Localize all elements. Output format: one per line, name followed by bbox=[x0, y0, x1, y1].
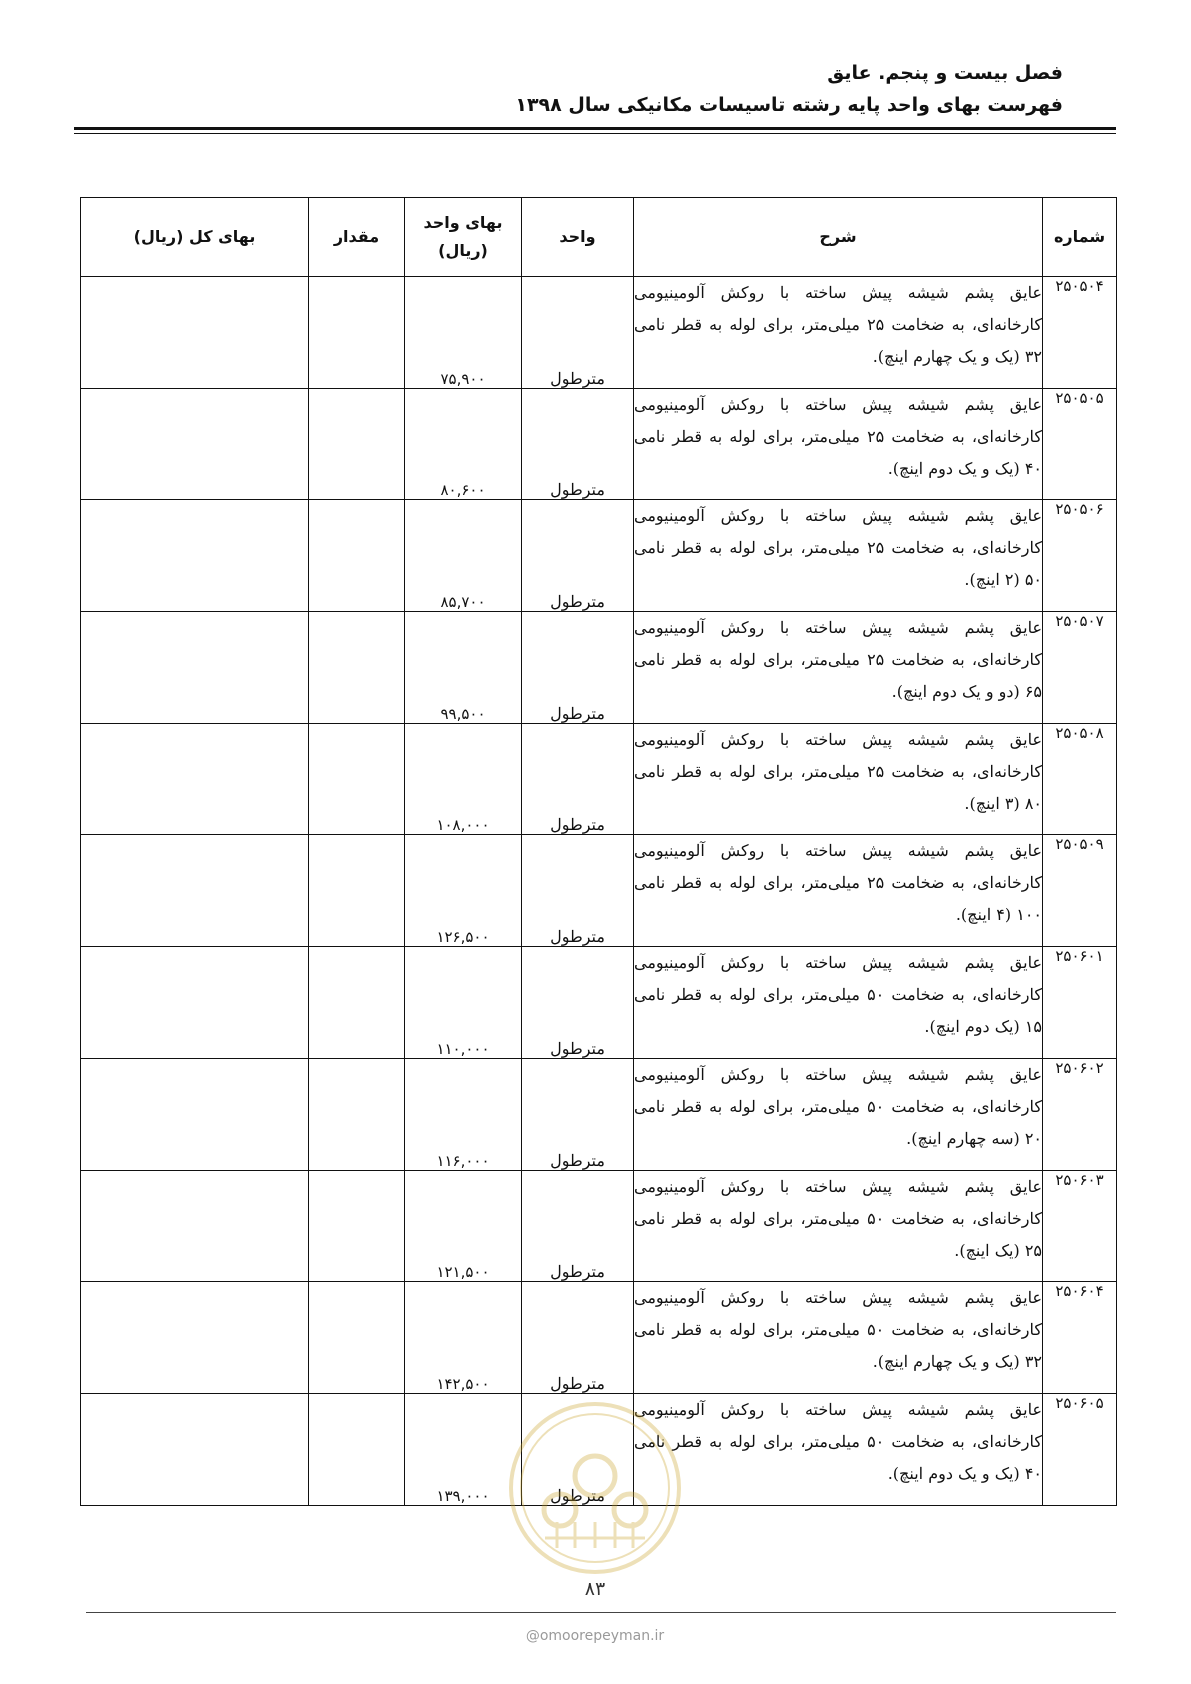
row-unit-price: ۱۰۸,۰۰۰ bbox=[405, 723, 522, 835]
row-unit-price: ۱۱۰,۰۰۰ bbox=[405, 947, 522, 1059]
row-unit-price: ۱۴۲,۵۰۰ bbox=[405, 1282, 522, 1394]
row-total-price bbox=[81, 835, 309, 947]
row-quantity bbox=[309, 1170, 405, 1282]
row-quantity bbox=[309, 1058, 405, 1170]
table-header-row bbox=[81, 198, 1117, 277]
row-unit: مترطول bbox=[522, 1170, 634, 1282]
row-total-price bbox=[81, 388, 309, 500]
row-unit: مترطول bbox=[522, 277, 634, 389]
header-unit-price-label: بهای واحد bbox=[423, 213, 503, 232]
page-header bbox=[515, 56, 1063, 120]
header-rule-thin bbox=[74, 133, 1116, 134]
row-description: عایق پشم شیشه پیش ساخته با روکش آلومینیومی کارخانه‌ای، به ضخامت ۲۵ میلی‌متر، برای لوله به قطر نامی ۶۵ (دو و یک دوم اینچ). bbox=[634, 612, 1043, 724]
table-row bbox=[81, 1170, 1117, 1282]
header-unit-price-currency: (ریال) bbox=[438, 241, 488, 260]
row-unit: مترطول bbox=[522, 723, 634, 835]
row-quantity bbox=[309, 723, 405, 835]
table-row bbox=[81, 388, 1117, 500]
table-row bbox=[81, 947, 1117, 1059]
row-number: ۲۵۰۵۰۶ bbox=[1043, 500, 1117, 612]
document-title: فهرست بهای واحد پایه رشته تاسیسات مکانیکی سال ۱۳۹۸ bbox=[515, 94, 1063, 116]
row-quantity bbox=[309, 947, 405, 1059]
table-row bbox=[81, 612, 1117, 724]
table-row bbox=[81, 1282, 1117, 1394]
row-unit-price: ۱۳۹,۰۰۰ bbox=[405, 1393, 522, 1505]
row-quantity bbox=[309, 500, 405, 612]
row-unit-price: ۸۵,۷۰۰ bbox=[405, 500, 522, 612]
row-quantity bbox=[309, 277, 405, 389]
row-quantity bbox=[309, 388, 405, 500]
row-number: ۲۵۰۵۰۸ bbox=[1043, 723, 1117, 835]
row-unit: مترطول bbox=[522, 1393, 634, 1505]
header-number: شماره bbox=[1043, 198, 1117, 277]
row-quantity bbox=[309, 835, 405, 947]
row-quantity bbox=[309, 1393, 405, 1505]
row-total-price bbox=[81, 612, 309, 724]
row-number: ۲۵۰۶۰۳ bbox=[1043, 1170, 1117, 1282]
row-total-price bbox=[81, 1058, 309, 1170]
row-unit: مترطول bbox=[522, 1282, 634, 1394]
row-unit-price: ۱۲۶,۵۰۰ bbox=[405, 835, 522, 947]
row-unit-price: ۹۹,۵۰۰ bbox=[405, 612, 522, 724]
header-unit-price bbox=[405, 198, 522, 277]
row-description: عایق پشم شیشه پیش ساخته با روکش آلومینیومی کارخانه‌ای، به ضخامت ۵۰ میلی‌متر، برای لوله به قطر نامی ۲۵ (یک اینچ). bbox=[634, 1170, 1043, 1282]
row-unit: مترطول bbox=[522, 835, 634, 947]
row-total-price bbox=[81, 1170, 309, 1282]
header-rule-thick bbox=[74, 127, 1116, 130]
row-unit-price: ۷۵,۹۰۰ bbox=[405, 277, 522, 389]
row-total-price bbox=[81, 500, 309, 612]
row-number: ۲۵۰۶۰۲ bbox=[1043, 1058, 1117, 1170]
row-total-price bbox=[81, 1393, 309, 1505]
footer-rule bbox=[86, 1612, 1116, 1613]
header-quantity: مقدار bbox=[309, 198, 405, 277]
row-description: عایق پشم شیشه پیش ساخته با روکش آلومینیومی کارخانه‌ای، به ضخامت ۲۵ میلی‌متر، برای لوله به قطر نامی ۴۰ (یک و یک دوم اینچ). bbox=[634, 388, 1043, 500]
row-description: عایق پشم شیشه پیش ساخته با روکش آلومینیومی کارخانه‌ای، به ضخامت ۲۵ میلی‌متر، برای لوله به قطر نامی ۳۲ (یک و یک چهارم اینچ). bbox=[634, 277, 1043, 389]
row-number: ۲۵۰۵۰۷ bbox=[1043, 612, 1117, 724]
row-description: عایق پشم شیشه پیش ساخته با روکش آلومینیومی کارخانه‌ای، به ضخامت ۵۰ میلی‌متر، برای لوله به قطر نامی ۲۰ (سه چهارم اینچ). bbox=[634, 1058, 1043, 1170]
row-unit: مترطول bbox=[522, 388, 634, 500]
row-number: ۲۵۰۶۰۱ bbox=[1043, 947, 1117, 1059]
row-number: ۲۵۰۶۰۵ bbox=[1043, 1393, 1117, 1505]
row-quantity bbox=[309, 1282, 405, 1394]
row-unit: مترطول bbox=[522, 612, 634, 724]
row-unit: مترطول bbox=[522, 947, 634, 1059]
row-description: عایق پشم شیشه پیش ساخته با روکش آلومینیومی کارخانه‌ای، به ضخامت ۵۰ میلی‌متر، برای لوله به قطر نامی ۳۲ (یک و یک چهارم اینچ). bbox=[634, 1282, 1043, 1394]
website-watermark: @omoorepeyman.ir bbox=[525, 1628, 665, 1644]
row-number: ۲۵۰۶۰۴ bbox=[1043, 1282, 1117, 1394]
row-number: ۲۵۰۵۰۹ bbox=[1043, 835, 1117, 947]
table-row bbox=[81, 835, 1117, 947]
header-total-price: بهای کل (ریال) bbox=[81, 198, 309, 277]
table-row bbox=[81, 277, 1117, 389]
row-number: ۲۵۰۵۰۵ bbox=[1043, 388, 1117, 500]
row-total-price bbox=[81, 947, 309, 1059]
table-row bbox=[81, 500, 1117, 612]
row-description: عایق پشم شیشه پیش ساخته با روکش آلومینیومی کارخانه‌ای، به ضخامت ۲۵ میلی‌متر، برای لوله به قطر نامی ۱۰۰ (۴ اینچ). bbox=[634, 835, 1043, 947]
row-unit-price: ۱۲۱,۵۰۰ bbox=[405, 1170, 522, 1282]
row-number: ۲۵۰۵۰۴ bbox=[1043, 277, 1117, 389]
row-unit-price: ۱۱۶,۰۰۰ bbox=[405, 1058, 522, 1170]
row-total-price bbox=[81, 277, 309, 389]
row-description: عایق پشم شیشه پیش ساخته با روکش آلومینیومی کارخانه‌ای، به ضخامت ۲۵ میلی‌متر، برای لوله به قطر نامی ۵۰ (۲ اینچ). bbox=[634, 500, 1043, 612]
row-unit: مترطول bbox=[522, 1058, 634, 1170]
row-description: عایق پشم شیشه پیش ساخته با روکش آلومینیومی کارخانه‌ای، به ضخامت ۵۰ میلی‌متر، برای لوله به قطر نامی ۱۵ (یک دوم اینچ). bbox=[634, 947, 1043, 1059]
row-unit-price: ۸۰,۶۰۰ bbox=[405, 388, 522, 500]
page-number: ۸۳ bbox=[584, 1578, 606, 1600]
header-unit: واحد bbox=[522, 198, 634, 277]
row-description: عایق پشم شیشه پیش ساخته با روکش آلومینیومی کارخانه‌ای، به ضخامت ۲۵ میلی‌متر، برای لوله به قطر نامی ۸۰ (۳ اینچ). bbox=[634, 723, 1043, 835]
row-description: عایق پشم شیشه پیش ساخته با روکش آلومینیومی کارخانه‌ای، به ضخامت ۵۰ میلی‌متر، برای لوله به قطر نامی ۴۰ (یک و یک دوم اینچ). bbox=[634, 1393, 1043, 1505]
header-description: شرح bbox=[634, 198, 1043, 277]
row-total-price bbox=[81, 1282, 309, 1394]
organization-seal-icon bbox=[505, 1398, 685, 1578]
row-quantity bbox=[309, 612, 405, 724]
row-unit: مترطول bbox=[522, 500, 634, 612]
chapter-title: فصل بیست و پنجم. عایق bbox=[827, 62, 1063, 84]
table-row bbox=[81, 723, 1117, 835]
row-total-price bbox=[81, 723, 309, 835]
table-row bbox=[81, 1058, 1117, 1170]
price-list-table bbox=[80, 197, 1117, 1506]
